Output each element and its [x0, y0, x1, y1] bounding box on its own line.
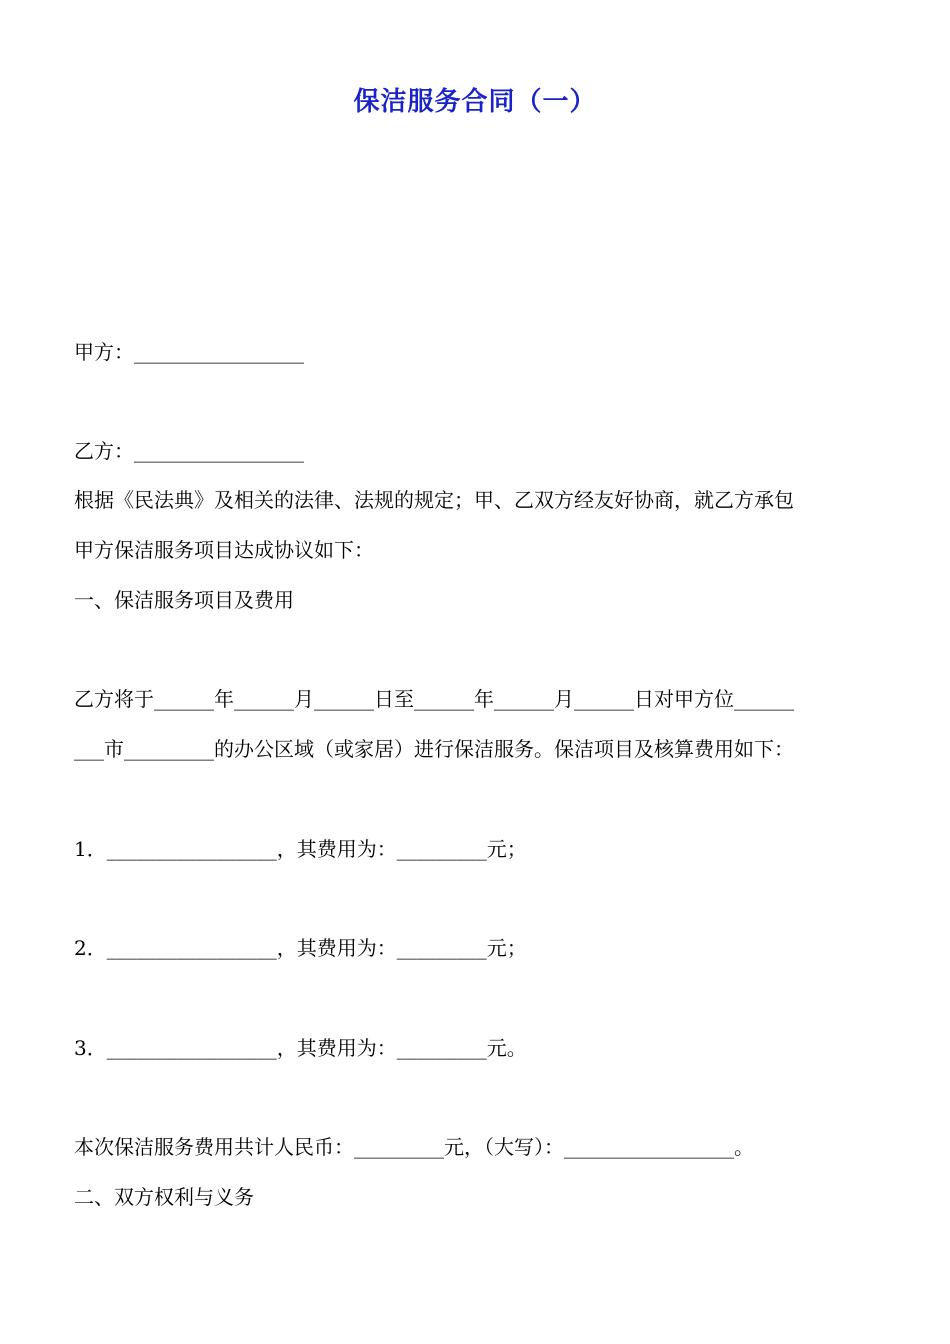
service-period-line-2: ___市_________的办公区域（或家居）进行保洁服务。保洁项目及核算费用如下： [74, 737, 794, 761]
party-a-line: 甲方：_________________ [74, 340, 304, 364]
service-period-line-1: 乙方将于______年______月______日至______年______月______日对甲方位______ [74, 687, 794, 711]
service-item-2: 2．_________________，其费用为：_________元； [74, 936, 527, 960]
section-2-heading: 二、双方权利与义务 [74, 1185, 254, 1209]
preamble-line-1: 根据《民法典》及相关的法律、法规的规定；甲、乙双方经友好协商，就乙方承包 [74, 488, 794, 512]
preamble-line-2: 甲方保洁服务项目达成协议如下： [74, 538, 374, 562]
document-title: 保洁服务合同（一） [353, 87, 597, 117]
service-item-1: 1．_________________，其费用为：_________元； [74, 837, 527, 861]
section-1-heading: 一、保洁服务项目及费用 [74, 588, 294, 612]
service-item-3: 3．_________________，其费用为：_________元。 [74, 1036, 527, 1060]
total-fee-line: 本次保洁服务费用共计人民币：_________元，（大写）：_________________。 [74, 1135, 754, 1159]
party-b-line: 乙方：_________________ [74, 439, 304, 463]
